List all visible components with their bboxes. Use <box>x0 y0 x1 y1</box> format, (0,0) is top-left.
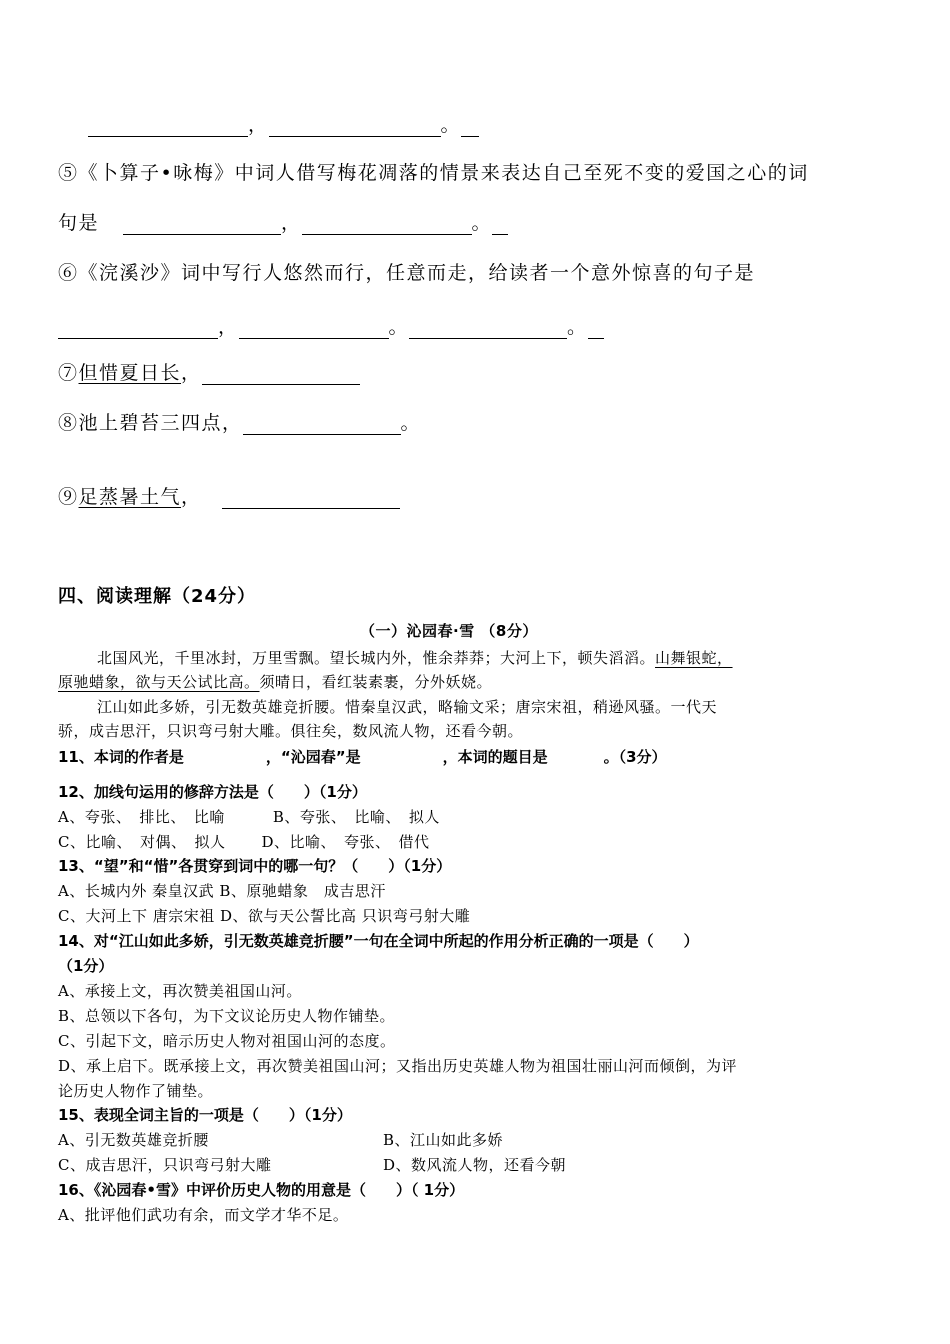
option-a[interactable]: A、夸张、 排比、 比喻 <box>58 808 225 826</box>
answer-blank[interactable] <box>409 320 567 339</box>
option-d-cont: 论历史人物作了铺垫。 <box>58 1082 214 1100</box>
underlined-line: 原驰蜡象，欲与天公试比高。 <box>58 673 260 691</box>
option-d[interactable]: D、承上启下。既承接上文，再次赞美祖国山河；又指出历史英雄人物为祖国壮丽山河而倾倒，为评 <box>58 1057 738 1075</box>
poem-paragraph-2: 江山如此多娇，引无数英雄竞折腰。惜秦皇汉武，略输文采；唐宗宋祖，稍逊风骚。一代天 <box>97 698 718 716</box>
option-b[interactable]: B、夸张、 比喻、 拟人 <box>272 808 440 826</box>
question-5-line2: 句是 ， 。 <box>58 208 508 235</box>
poem-paragraph-1: 北国风光，千里冰封，万里雪飘。望长城内外，惟余莽莽；大河上下，顿失滔滔。山舞银蛇， <box>97 649 733 667</box>
option-a[interactable]: A、引无数英雄竞折腰 <box>58 1131 209 1149</box>
question-12-options-cd <box>58 831 430 852</box>
question-7: ⑦但惜夏日长， <box>58 358 360 385</box>
poem-paragraph-2-cont: 骄，成吉思汗，只识弯弓射大雕。俱往矣，数风流人物，还看今朝。 <box>58 722 524 740</box>
section-title: 四、阅读理解（24分） <box>58 586 257 607</box>
option-b[interactable]: B、总领以下各句，为下文议论历史人物作铺垫。 <box>58 1007 396 1025</box>
answer-blank[interactable] <box>243 416 401 435</box>
option-c[interactable]: C、成吉思汗，只识弯弓射大雕 <box>58 1156 272 1174</box>
question-13: 13、“望”和“惜”各贯穿到词中的哪一句？（ ）（1分） <box>58 857 452 875</box>
question-6: ⑥《浣溪沙》词中写行人悠然而行，任意而走，给读者一个意外惊喜的句子是 <box>58 262 756 284</box>
question-9: ⑨足蒸暑土气， <box>58 482 400 509</box>
poem-title: （一）沁园春·雪 （8分） <box>360 622 538 640</box>
underlined-line: 山舞银蛇， <box>655 649 733 667</box>
answer-blank[interactable] <box>123 216 281 235</box>
question-11: 11、本词的作者是 ，“沁园春”是 ，本词的题目是 。（3分） <box>58 748 667 766</box>
question-8: ⑧池上碧苔三四点， 。 <box>58 412 422 434</box>
option-d[interactable]: D、数风流人物，还看今朝 <box>383 1156 567 1174</box>
option-a[interactable]: A、批评他们武功有余，而文学才华不足。 <box>58 1206 349 1224</box>
answer-blank[interactable] <box>269 118 441 137</box>
question-15: 15、表现全词主旨的一项是（ ）（1分） <box>58 1106 352 1124</box>
question-12-options-ab <box>58 806 440 827</box>
question-13-options-ab[interactable]: A、长城内外 秦皇汉武 B、原驰蜡象 成吉思汗 <box>58 882 386 900</box>
question-14: 14、对“江山如此多娇，引无数英雄竞折腰”一句在全词中所起的作用分析正确的一项是（ ） <box>58 932 699 950</box>
top-fill-line: ， 。 <box>88 110 479 137</box>
option-b[interactable]: B、江山如此多娇 <box>383 1131 504 1149</box>
option-d[interactable]: D、比喻、 夸张、 借代 <box>261 833 430 851</box>
question-14-score: （1分） <box>58 957 114 975</box>
question-13-options-cd[interactable]: C、大河上下 唐宗宋祖 D、欲与天公誓比高 只识弯弓射大雕 <box>58 907 471 925</box>
answer-blank[interactable] <box>302 216 472 235</box>
answer-blank[interactable] <box>202 366 360 385</box>
question-16: 16、《沁园春•雪》中评价历史人物的用意是（ ）（ 1分） <box>58 1181 465 1199</box>
question-6-line2: ， 。 。 <box>58 312 604 339</box>
option-c[interactable]: C、比喻、 对偶、 拟人 <box>58 833 226 851</box>
option-c[interactable]: C、引起下文，暗示历史人物对祖国山河的态度。 <box>58 1032 396 1050</box>
answer-blank[interactable] <box>88 118 248 137</box>
answer-blank[interactable] <box>58 320 218 339</box>
answer-blank[interactable] <box>222 490 400 509</box>
question-5: ⑤《卜算子•咏梅》中词人借写梅花凋落的情景来表达自己至死不变的爱国之心的词 <box>58 162 809 184</box>
answer-blank[interactable] <box>239 320 389 339</box>
poem-paragraph-1-cont: 原驰蜡象，欲与天公试比高。须晴日，看红装素裹，分外妖娆。 <box>58 673 493 691</box>
question-12: 12、加线句运用的修辞方法是（ ）（1分） <box>58 783 367 801</box>
option-a[interactable]: A、承接上文，再次赞美祖国山河。 <box>58 982 302 1000</box>
